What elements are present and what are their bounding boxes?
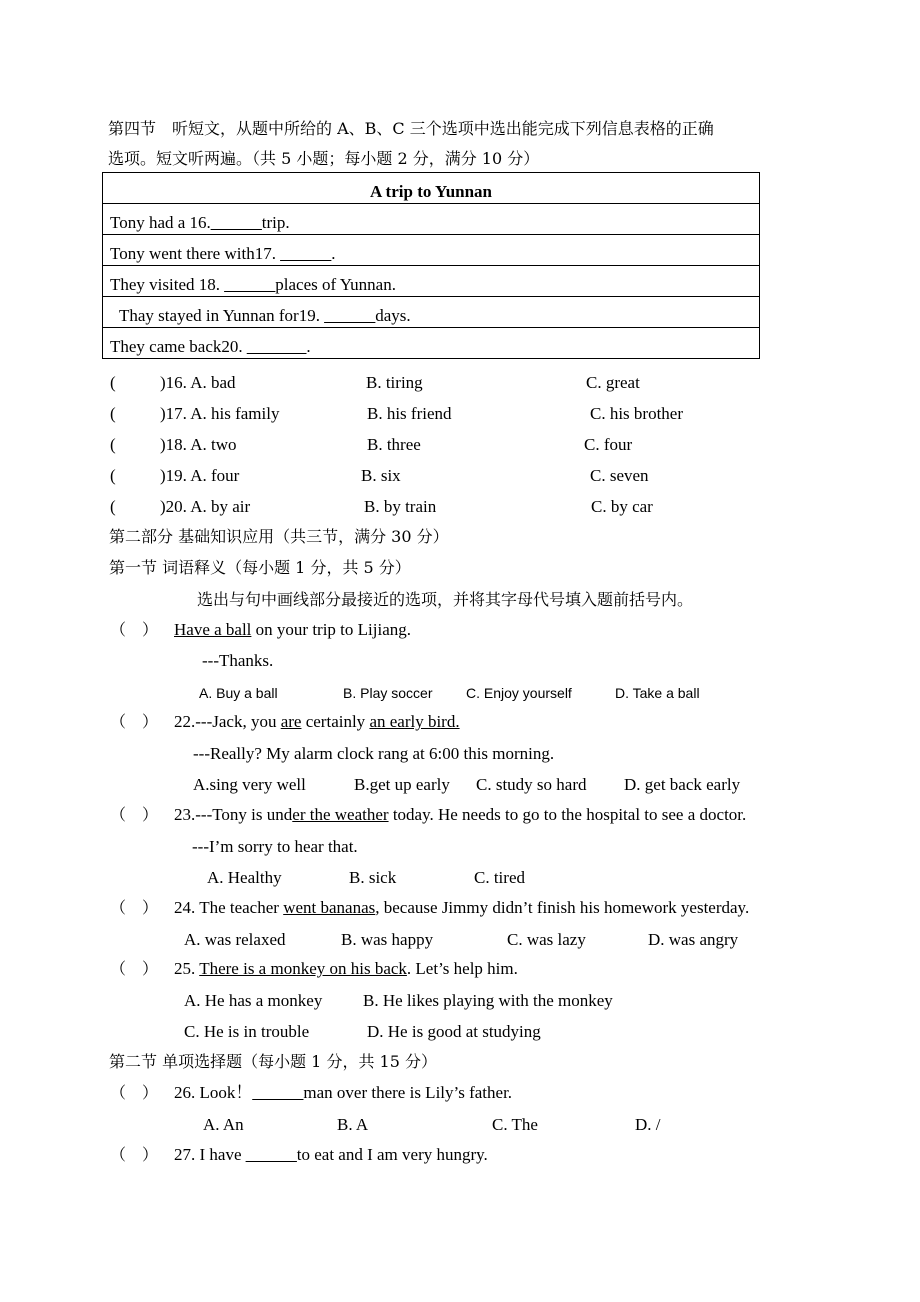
option-d: D. He is good at studying — [367, 1022, 541, 1041]
answer-blank: ______ — [245, 1145, 297, 1164]
question-text: on your trip to Lijiang. — [251, 620, 411, 639]
option-c: C. his brother — [590, 404, 684, 423]
section4-instruction-line1: 第四节 听短文，从题中所给的 A、B、C 三个选项中选出能完成下列信息表格的正确 — [108, 119, 714, 138]
answer-bracket: （ ） — [110, 1145, 159, 1164]
option-d: D. / — [635, 1115, 661, 1134]
option-c: C. was lazy — [507, 930, 586, 949]
option-a: A. An — [203, 1115, 244, 1134]
section4-instruction-line2: 选项。短文听两遍。（共 5 小题；每小题 2 分，满分 10 分） — [108, 149, 540, 168]
row-text: Thay stayed in Yunnan for19. — [119, 306, 325, 325]
option-c: C. He is in trouble — [184, 1022, 310, 1041]
answer-bracket: ( — [110, 466, 116, 485]
question-text: 23.---Tony is und — [174, 805, 293, 824]
question-text: 26. Look！ — [174, 1083, 253, 1102]
option-a: A.sing very well — [193, 775, 306, 794]
reply-text: ---Thanks. — [202, 651, 274, 670]
option-b: B. tiring — [366, 373, 423, 392]
answer-bracket: （ ） — [110, 959, 159, 978]
table-row — [103, 297, 760, 328]
question-text: to eat and I am very hungry. — [296, 1145, 488, 1164]
reply-text: ---I’m sorry to hear that. — [192, 837, 358, 856]
question-16: )16. A. bad — [160, 373, 236, 392]
option-c: C. study so hard — [476, 775, 587, 794]
option-a: A. He has a monkey — [184, 991, 323, 1010]
option-c: C. by car — [591, 497, 653, 516]
info-table — [102, 172, 760, 359]
option-b: B. He likes playing with the monkey — [363, 991, 613, 1010]
option-b: B. sick — [349, 868, 397, 887]
underlined-phrase: are — [280, 712, 302, 731]
question-text: 22.---Jack, you — [174, 712, 281, 731]
question-text: 25. — [174, 959, 200, 978]
underlined-phrase: an early bird. — [369, 712, 460, 731]
option-a: A. Healthy — [207, 868, 282, 887]
row-text: days. — [375, 306, 411, 325]
underlined-phrase: went bananas — [283, 898, 376, 917]
option-b: B. Play soccer — [343, 685, 433, 701]
row-text: Tony had a 16. — [110, 213, 211, 232]
option-b: B.get up early — [354, 775, 450, 794]
option-c: C. The — [492, 1115, 538, 1134]
answer-bracket: （ ） — [110, 620, 159, 639]
row-text: They came back20. — [110, 337, 247, 356]
option-a: A. was relaxed — [184, 930, 286, 949]
table-title: A trip to Yunnan — [103, 173, 760, 204]
question-25 — [174, 958, 518, 980]
answer-blank: ______ — [210, 213, 262, 232]
table-row — [103, 328, 760, 359]
section1-title: 第一节 词语释义（每小题 1 分，共 5 分） — [109, 558, 411, 577]
question-text: 24. The teacher — [174, 898, 284, 917]
option-b: B. his friend — [367, 404, 452, 423]
option-a: A. Buy a ball — [199, 685, 278, 701]
table-row — [103, 204, 760, 235]
answer-bracket: （ ） — [110, 805, 159, 824]
table-row — [103, 266, 760, 297]
question-24 — [174, 897, 749, 919]
question-text: man over there is Lily’s father. — [303, 1083, 513, 1102]
option-b: B. three — [367, 435, 421, 454]
answer-blank: ______ — [280, 244, 332, 263]
row-text: . — [331, 244, 336, 263]
row-text: Tony went there with17. — [110, 244, 281, 263]
question-text: certainly — [301, 712, 370, 731]
question-text: today. He needs to go to the hospital to see a doctor. — [388, 805, 747, 824]
question-20: )20. A. by air — [160, 497, 251, 516]
answer-blank: ______ — [224, 275, 276, 294]
question-21 — [174, 619, 411, 641]
option-c: C. great — [586, 373, 640, 392]
section1-instruction: 选出与句中画线部分最接近的选项，并将其字母代号填入题前括号内。 — [197, 590, 694, 609]
option-b: B. by train — [364, 497, 437, 516]
option-d: D. get back early — [624, 775, 741, 794]
answer-bracket: ( — [110, 373, 116, 392]
row-text: They visited 18. — [110, 275, 225, 294]
option-d: D. was angry — [648, 930, 739, 949]
option-d: D. Take a ball — [615, 685, 700, 701]
answer-blank: _______ — [246, 337, 307, 356]
underlined-phrase: There is a monkey on his back — [199, 959, 407, 978]
question-19: )19. A. four — [160, 466, 240, 485]
question-22 — [174, 711, 460, 733]
answer-bracket: ( — [110, 497, 116, 516]
option-b: B. A — [337, 1115, 369, 1134]
section2-title: 第二节 单项选择题（每小题 1 分，共 15 分） — [109, 1052, 437, 1071]
underlined-phrase: er the weather — [292, 805, 389, 824]
question-text: 27. I have — [174, 1145, 246, 1164]
answer-blank: ______ — [324, 306, 376, 325]
answer-bracket: （ ） — [110, 712, 159, 731]
table-row — [103, 235, 760, 266]
answer-bracket: ( — [110, 435, 116, 454]
answer-bracket: ( — [110, 404, 116, 423]
question-26 — [174, 1082, 512, 1104]
option-c: C. four — [584, 435, 633, 454]
option-b: B. six — [361, 466, 401, 485]
option-b: B. was happy — [341, 930, 434, 949]
question-text: . Let’s help him. — [406, 959, 518, 978]
question-23 — [174, 804, 746, 826]
row-text: . — [306, 337, 311, 356]
question-27 — [174, 1144, 488, 1166]
question-18: )18. A. two — [160, 435, 237, 454]
option-c: C. tired — [474, 868, 525, 887]
reply-text: ---Really? My alarm clock rang at 6:00 this morning. — [193, 744, 555, 763]
underlined-phrase: Have a ball — [174, 620, 252, 639]
row-text: places of Yunnan. — [275, 275, 396, 294]
question-text: , because Jimmy didn’t finish his homework yesterday. — [375, 898, 750, 917]
part2-title: 第二部分 基础知识应用（共三节，满分 30 分） — [109, 527, 449, 546]
answer-blank: ______ — [252, 1083, 304, 1102]
answer-bracket: （ ） — [110, 1083, 159, 1102]
row-text: trip. — [261, 213, 290, 232]
question-17: )17. A. his family — [160, 404, 280, 423]
answer-bracket: （ ） — [110, 898, 159, 917]
option-c: C. seven — [590, 466, 649, 485]
option-c: C. Enjoy yourself — [466, 685, 572, 701]
